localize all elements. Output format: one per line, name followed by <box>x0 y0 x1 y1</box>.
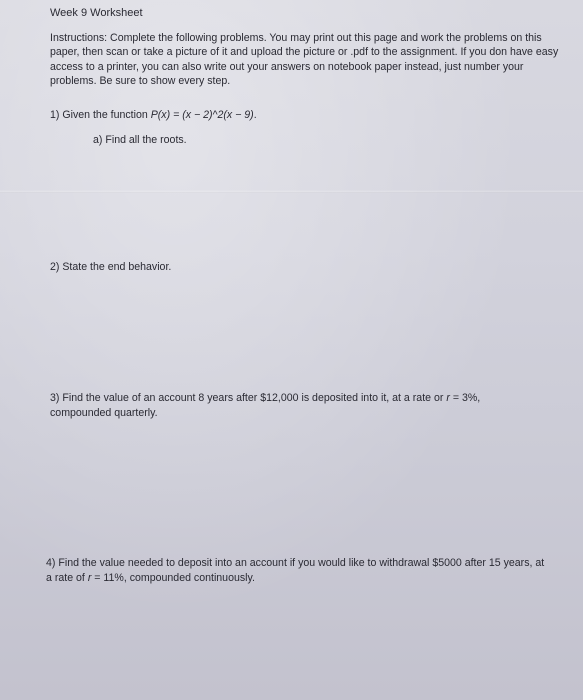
problem-4-text: 4) Find the value needed to deposit into an account if you would like to withdrawal $5000 after 15 years, at a rate of <box>46 557 545 584</box>
problem-4-rate-text: = 11%, compounded continuously. <box>91 571 255 584</box>
problem-1a: a) Find all the roots. <box>93 134 187 146</box>
problem-3-text: 3) Find the value of an account 8 years after $12,000 is deposited into it, at a rate or <box>50 392 447 404</box>
problem-1-function: P(x) = (x − 2)^2(x − 9) <box>150 109 254 121</box>
worksheet-title: Week 9 Worksheet <box>50 7 143 19</box>
problem-1-text: 1) Given the function <box>50 109 151 121</box>
problem-1-period: . <box>253 109 257 121</box>
problem-3-rate-text: = 3%, compounded quarterly. <box>50 392 481 419</box>
problem-4-rate-variable: r <box>87 571 92 584</box>
problem-3-rate-variable: r <box>446 392 450 404</box>
problem-1 <box>50 108 550 123</box>
worksheet-sheet <box>46 6 583 584</box>
problem-2: 2) State the end behavior. <box>50 261 172 273</box>
paper-fold-shading <box>0 190 583 193</box>
problem-4 <box>46 556 546 585</box>
problem-3 <box>50 391 520 420</box>
instructions-paragraph: Instructions: Complete the following problems. You may print out this page and work the problems on this paper, then scan or take a picture of it and upload the picture or .pdf to the assignment. If you don have easy access to a printer, you can also write out your answers on notebook paper instead, just number your problems. Be sure to show every step. <box>50 31 559 88</box>
